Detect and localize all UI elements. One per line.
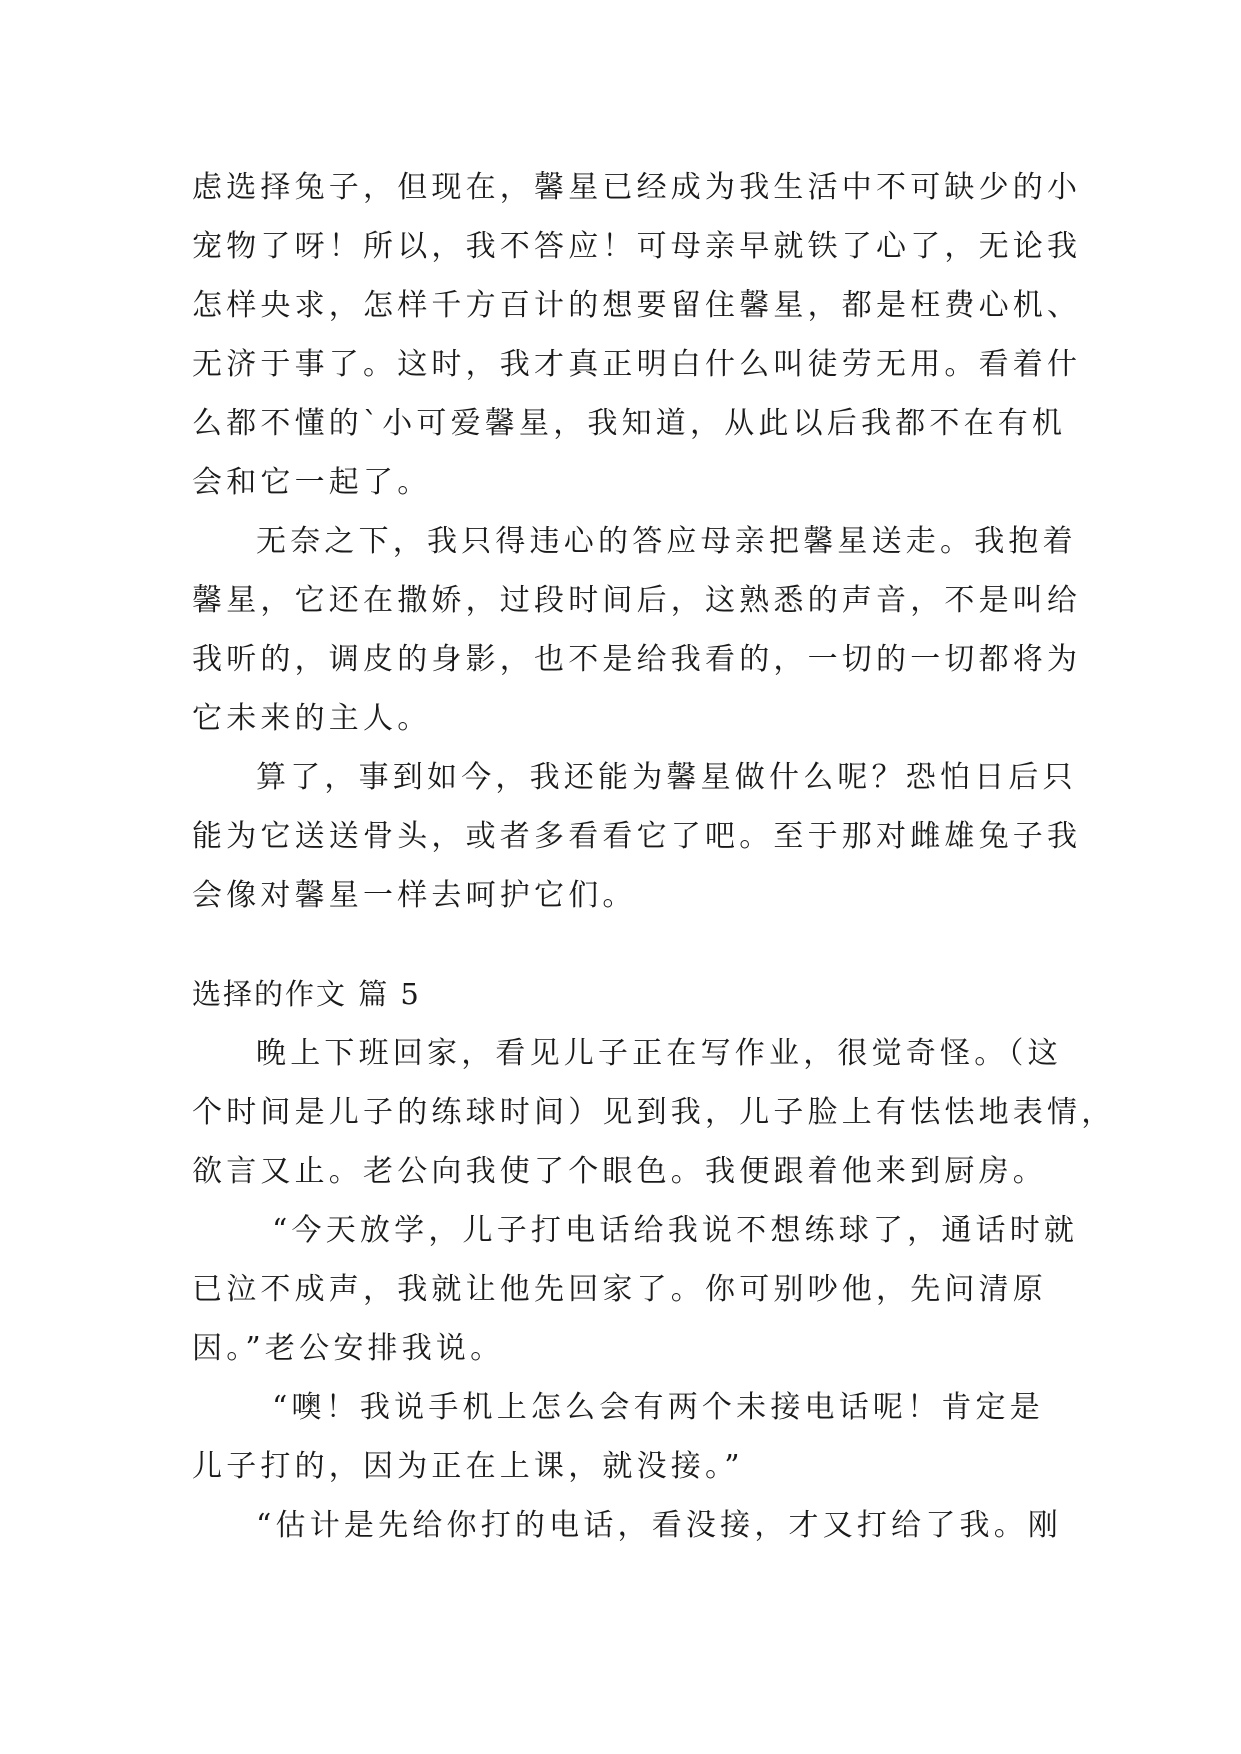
- paragraph-line: 无济于事了。这时，我才真正明白什么叫徒劳无用。看着什: [192, 347, 1082, 382]
- paragraph-line: 无奈之下，我只得违心的答应母亲把馨星送走。我抱着: [256, 524, 1077, 559]
- paragraph-line: 因。”老公安排我说。: [192, 1331, 505, 1366]
- section-heading: 选择的作文 篇 5: [192, 977, 421, 1011]
- paragraph-line: 它未来的主人。: [192, 701, 432, 736]
- paragraph-line: 儿子打的，因为正在上课，就没接。”: [192, 1449, 744, 1484]
- paragraph-line: 能为它送送骨头，或者多看看它了吧。至于那对雌雄兔子我: [192, 819, 1082, 854]
- document-body: [192, 158, 1116, 1555]
- paragraph-line: 个时间是儿子的练球时间）见到我，儿子脸上有怯怯地表情，: [192, 1095, 1116, 1130]
- text-block-before-heading: [192, 158, 1082, 925]
- paragraph: [192, 512, 1082, 748]
- paragraph-line: 么都不懂的`小可爱馨星，我知道，从此以后我都不在有机: [192, 406, 1067, 441]
- paragraph-line: 算了，事到如今，我还能为馨星做什么呢？恐怕日后只: [256, 760, 1077, 795]
- paragraph: [192, 1378, 1052, 1496]
- paragraph-line: 会和它一起了。: [192, 465, 432, 500]
- paragraph-line: “估计是先给你打的电话，看没接，才又打给了我。刚: [256, 1508, 1063, 1543]
- paragraph-line: “噢！我说手机上怎么会有两个未接电话呢！肯定是: [272, 1390, 1044, 1425]
- paragraph-line: 会像对馨星一样去呵护它们。: [192, 878, 637, 913]
- paragraph-line: 欲言又止。老公向我使了个眼色。我便跟着他来到厨房。: [192, 1154, 1047, 1189]
- paragraph: [192, 158, 1082, 512]
- paragraph: [192, 1201, 1079, 1378]
- paragraph-line: 怎样央求，怎样千方百计的想要留住馨星，都是枉费心机、: [192, 288, 1082, 323]
- paragraph-line: 宠物了呀！所以，我不答应！可母亲早就铁了心了，无论我: [192, 229, 1082, 264]
- paragraph-line: 馨星，它还在撒娇，过段时间后，这熟悉的声音，不是叫给: [192, 583, 1082, 618]
- paragraph: [192, 748, 1082, 925]
- paragraph-line: 虑选择兔子，但现在，馨星已经成为我生活中不可缺少的小: [192, 170, 1082, 205]
- text-block-after-heading: [192, 1024, 1116, 1555]
- paragraph: [192, 1024, 1116, 1201]
- paragraph-line: 我听的，调皮的身影，也不是给我看的，一切的一切都将为: [192, 642, 1082, 677]
- paragraph: [192, 1496, 1063, 1555]
- paragraph-line: “今天放学，儿子打电话给我说不想练球了，通话时就: [272, 1213, 1079, 1248]
- paragraph-line: 晚上下班回家，看见儿子正在写作业，很觉奇怪。（这: [256, 1036, 1062, 1071]
- paragraph-line: 已泣不成声，我就让他先回家了。你可别吵他，先问清原: [192, 1272, 1047, 1307]
